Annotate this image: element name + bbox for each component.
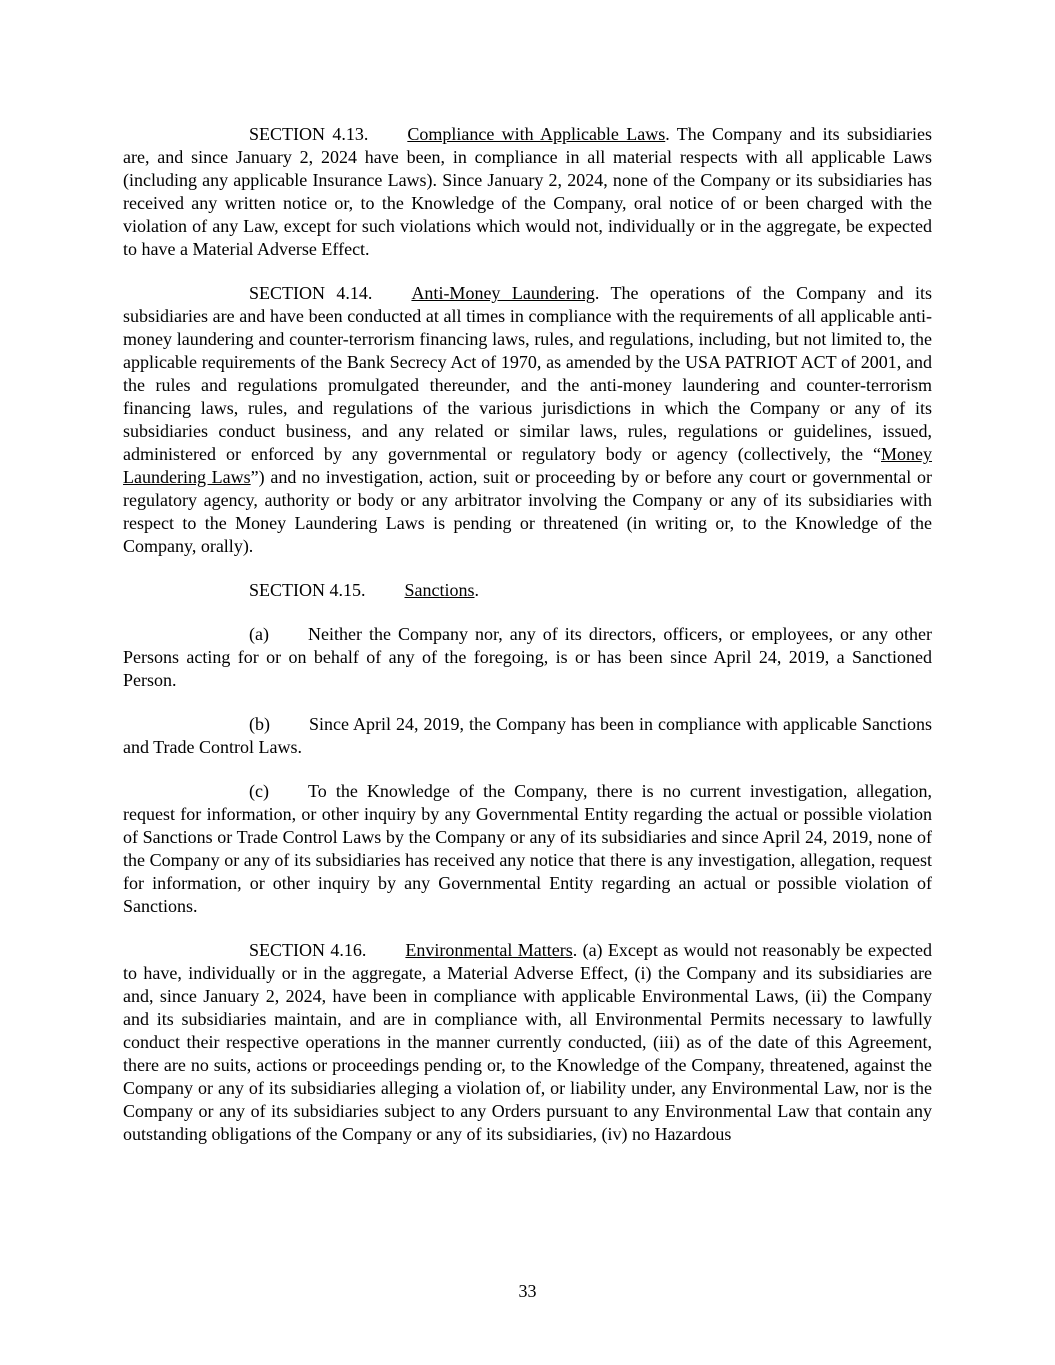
text-run: To the Knowledge of the Company, there is no current investigation, allegation, request for information, or other inquiry by any Governmental Entity regarding the actual or possible violation of Sanctions or Trade Control Laws by the Company or any of its subsidiaries and since April 24, 2019, none of the Company or any of its subsidiaries has received any notice that there is any investigation, allegation, request for information, or other inquiry by any Governmental Entity regarding an actual or possible violation of Sanctions.: [123, 781, 932, 916]
text-run: . (a) Except as would not reasonably be expected to have, individually or in the aggregate, a Material Adverse Effect, (i) the Company and its subsidiaries are and, since January 2, 2024, have been in compliance with applicable Environmental Laws, (ii) the Company and its subsidiaries maintain, and are in compliance with, all Environmental Permits necessary to lawfully conduct their respective operations in the manner currently conducted, (iii) as of the date of this Agreement, there are no suits, actions or proceedings pending or, to the Knowledge of the Company, threatened, against the Company or any of its subsidiaries alleging a violation of, or liability under, any Environmental Law, nor is the Company or any of its subsidiaries subject to any Orders pursuant to any Environmental Law that contain any outstanding obligations of the Company or any of its subsidiaries, (iv) no Hazardous: [123, 940, 932, 1144]
text-run: . The Company and its subsidiaries are, and since January 2, 2024 have been, in compliance in all material respects with all applicable Laws (including any applicable Insurance Laws). Since January 2, 2024, none of the Company or its subsidiaries has received any written notice or, to the Knowledge of the Company, oral notice of or been charged with the violation of any Law, except for such violations which would not, individually or in the aggregate, be expected to have a Material Adverse Effect.: [123, 124, 932, 259]
text-run: ”) and no investigation, action, suit or proceeding by or before any court or governmental or regulatory agency, authority or body or any arbitrator involving the Company or any of its subsidiaries with respect to the Money Laundering Laws is pending or threatened (in writing or, to the Knowledge of the Company, orally).: [123, 467, 932, 556]
tab-space: [366, 595, 405, 596]
underlined-heading-text: Money Laundering Laws: [123, 444, 932, 487]
text-run: Since April 24, 2019, the Company has been in compliance with applicable Sanctions and Trade Control Laws.: [123, 714, 932, 757]
text-run: SECTION 4.16.: [249, 940, 367, 960]
text-run: SECTION 4.13.: [249, 124, 369, 144]
underlined-heading-text: Anti-Money Laundering: [411, 283, 595, 303]
text-run: (b): [249, 714, 270, 734]
section-4-15-heading-paragraph: [123, 579, 932, 602]
section-4-14-paragraph: [123, 282, 932, 558]
text-run: .: [474, 580, 479, 600]
text-run: SECTION 4.14.: [249, 283, 373, 303]
text-run: (a): [249, 624, 269, 644]
section-4-15-subsection-c-paragraph: [123, 780, 932, 918]
section-4-16-paragraph: [123, 939, 932, 1146]
section-4-13-paragraph: [123, 123, 932, 261]
section-4-15-subsection-b-paragraph: [123, 713, 932, 759]
page-number: 33: [518, 1281, 537, 1301]
tab-space: [368, 139, 407, 140]
document-body: [123, 123, 932, 1167]
text-run: SECTION 4.15.: [249, 580, 366, 600]
underlined-heading-text: Environmental Matters: [405, 940, 573, 960]
text-run: (c): [249, 781, 269, 801]
section-4-15-subsection-a-paragraph: [123, 623, 932, 692]
tab-space: [366, 955, 405, 956]
tab-space: [372, 298, 411, 299]
underlined-heading-text: Sanctions: [404, 580, 475, 600]
underlined-heading-text: Compliance with Applicable Laws: [407, 124, 666, 144]
tab-space: [269, 639, 308, 640]
tab-space: [270, 729, 309, 730]
text-run: . The operations of the Company and its subsidiaries are and have been conducted at all times in compliance with the requirements of all applicable anti-money laundering and counter-terrorism financing laws, rules, and regulations, including, but not limited to, the applicable requirements of the Bank Secrecy Act of 1970, as amended by the USA PATRIOT ACT of 2001, and the rules and regulations promulgated thereunder, and the anti-money laundering and counter-terrorism financing laws, rules, and regulations of the various jurisdictions in which the Company or any of its subsidiaries conduct business, and any related or similar laws, rules, regulations or guidelines, issued, administered or enforced by any governmental or regulatory body or agency (collectively, the “: [123, 283, 932, 464]
text-run: Neither the Company nor, any of its directors, officers, or employees, or any other Persons acting for or on behalf of any of the foregoing, is or has been since April 24, 2019, a Sanctioned Person.: [123, 624, 932, 690]
tab-space: [269, 796, 308, 797]
